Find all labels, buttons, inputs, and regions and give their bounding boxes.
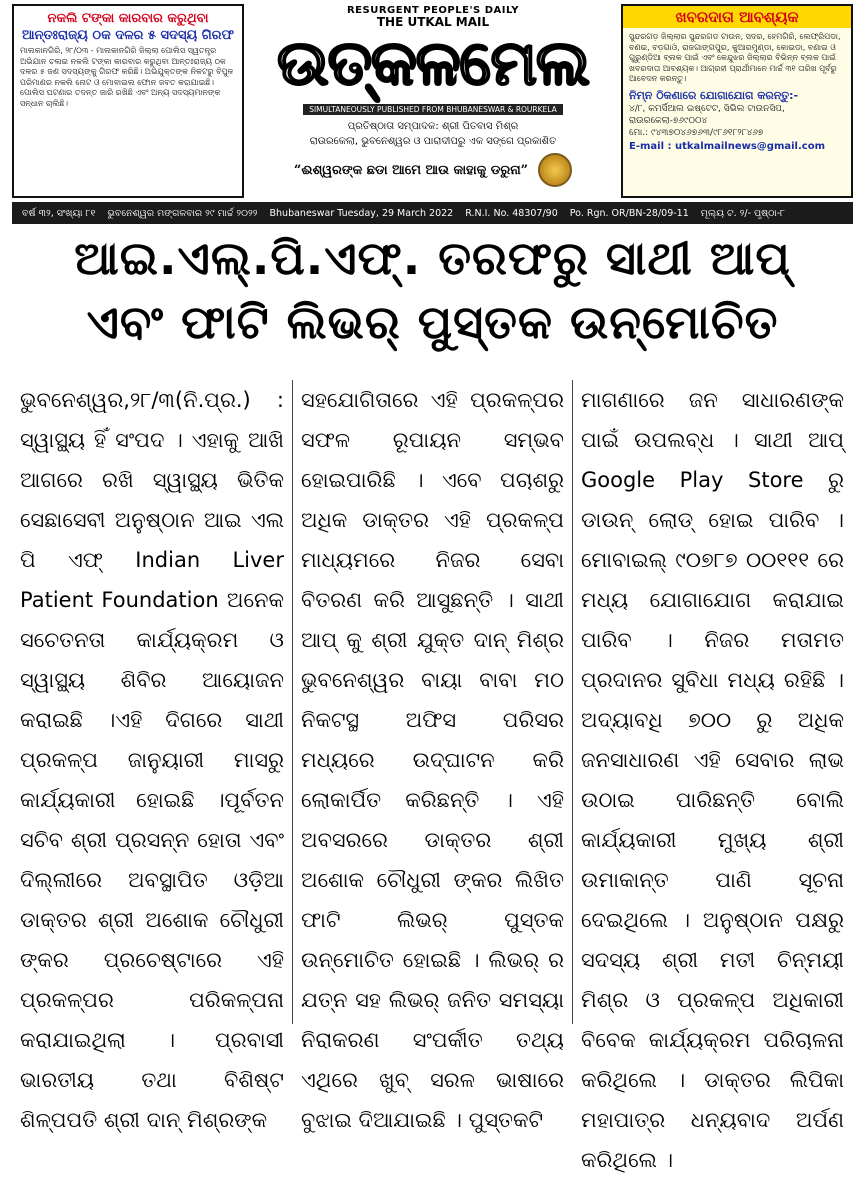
price-pages: ମୂଲ୍ୟ ଟ. ୨/- ପୃଷ୍ଠା-୮ <box>700 207 786 219</box>
headline-line2: ଏବଂ ଫାଟି ଲିଭର୍ ପୁସ୍ତକ ଉନ୍ମୋଚିତ <box>86 295 779 349</box>
article-column-2: ସହଯୋଗିତାରେ ଏହି ପ୍ରକଳ୍ପର ସଫଳ ରୂପାୟନ ସମ୍ଭବ ହୋଇପାରିଛି । ଏବେ ପଚାଶରୁ ଅଧିକ ଡାକ୍ତର ଏହି ପ୍ରକଳ୍ପ ମାଧ୍ୟମରେ ନିଜର ସେବା ବିତରଣ କରି ଆସୁଛନ୍ତି । ସାଥୀ ଆପ୍ କୁ ଶ୍ରୀ ଯୁକ୍ତ ଦାନ୍ ମିଶ୍ର ଭୁବନେଶ୍ୱର ବାୟା ବାବା ମଠ ନିକଟସ୍ଥ ଅଫିସ ପରିସର ମଧ୍ୟରେ ଉଦ୍‌ଘାଟନ କରି ଲୋକାର୍ପିତ କରିଛନ୍ତି । ଏହି ଅବସରରେ ଡାକ୍ତର ଶ୍ରୀ ଅଶୋକ ଚୌଧୁରୀ ଙ୍କର ଲିଖିତ ଫାଟି ଲିଭର୍ ପୁସ୍ତକ ଉନ୍ମୋଚିତ ହୋଇଛି । ଲିଭର୍ ର ଯତ୍ନ ସହ ଲିଭର୍ ଜନିତ ସମସ୍ୟା ନିରାକରଣ ସଂପର୍କୀତ ତଥ୍ୟ ଏଥିରେ ଖୁବ୍ ସରଳ ଭାଷାରେ ବୁଝାଇ ଦିଆଯାଇଛି । ପୁସ୍ତକଟି <box>292 380 572 1024</box>
address-line2: ରାଉରକେଲା-୭୬୯୦୦୪ <box>629 115 708 126</box>
editor-line: ପ୍ରତିଷ୍ଠାତା ସମ୍ପାଦକ: ଶ୍ରୀ ପିତବାସ ମିଶ୍ର <box>347 121 519 132</box>
tagline: RESURGENT PEOPLE'S DAILY <box>346 5 520 16</box>
motto: “ଈଶ୍ୱରଙ୍କ ଛଡା ଆମେ ଆଉ କାହାକୁ ଡରୁନା” <box>293 162 529 178</box>
article-body <box>12 380 853 1172</box>
email-line: E-mail : utkalmailnews@gmail.com <box>629 140 826 152</box>
masthead <box>12 0 853 200</box>
reporter-wanted-body: ସୁନ୍ଦରଗଡ଼ ଜିଲ୍ଲାର ସୁନ୍ଦରଗଡ ଟାଉନ, ସଦର, ହେମଗିରି, ଲେଫ୍ରିପଡା, ବଣଇ, ବଡ଼ଗାଓଁ, ରାଜଗାଙ୍ଗପୁର, କୁଆରମୁଣ୍ଡା, କୋଇଡା, ବଣାଇ ଓ ଗୁରୁଣ୍ଡିଆ ବ୍ଲକ ପାଇଁ ଏବଂ କେନ୍ଦୁଝର ଜିଲ୍ଲାର ବିଭିନ୍ନ ବ୍ଲକ ପାଇଁ ଖବରଦାତା ଆବଶ୍ୟକ। ଆଗ୍ରହୀ ପ୍ରାର୍ଥୀମାନେ ମାର୍ଚ୍ଚ ୩୧ ତାରିଖ ପୂର୍ବରୁ ଆବେଦନ କରନ୍ତୁ। <box>629 32 841 83</box>
headline-line1: ଆଇ.ଏଲ୍.ପି.ଏଫ୍. ତରଫରୁ ସାଥୀ ଆପ୍ <box>74 231 791 285</box>
address-line1: ୪/୮, କମର୍ସିଆଲ ଇଷ୍ଟେଟ, ସିଭିଲ ଟାଉନସିପ, <box>629 103 785 114</box>
english-date: Bhubaneswar Tuesday, 29 March 2022 <box>269 207 454 219</box>
article-column-3: ମାଗଣାରେ ଜନ ସାଧାରଣଙ୍କ ପାଇଁ ଉପଲବ୍ଧ । ସାଥୀ ଆପ୍ Google Play Store ରୁ ଡାଉନ୍ ଲୋଡ୍ ହୋଇ ପାରିବ । ମୋବାଇଲ୍ ୯୦୭୮୭ ୦୦୧୧୧ ରେ ମଧ୍ୟ ଯୋଗାଯୋଗ କରାଯାଇ ପାରିବ । ନିଜର ମତାମତ ପ୍ରଦାନର ସୁବିଧା ମଧ୍ୟ ରହିଛି । ଅଦ୍ୟାବଧି ୭୦୦ ରୁ ଅଧିକ ଜନସାଧାରଣ ଏହି ସେବାର ଲାଭ ଉଠାଇ ପାରିଛନ୍ତି ବୋଲି କାର୍ଯ୍ୟକାରୀ ମୁଖ୍ୟ ଶ୍ରୀ ଉମାକାନ୍ତ ପାଣି ସୂଚନା ଦେଇଥିଲେ । ଅନୁଷ୍ଠାନ ପକ୍ଷରୁ ସଦସ୍ୟ ଶ୍ରୀ ମତୀ ଚିନ୍ମୟୀ ମିଶ୍ର ଓ ପ୍ରକଳ୍ପ ଅଧିକାରୀ ବିବେକ କାର୍ଯ୍ୟକ୍ରମ ପରିଚାଳନା କରିଥିଲେ । ଡାକ୍ତର ଲିପିକା ମହାପାତ୍ର ଧନ୍ୟବାଦ ଅର୍ପଣ କରିଥିଲେ । <box>572 380 852 1024</box>
reporter-wanted-box <box>621 4 853 198</box>
news-brief-title-line1: ନକଲି ଟଙ୍କା କାରବାର କରୁଥିବା <box>47 11 209 26</box>
emblem-icon <box>538 153 572 187</box>
published-note: SIMULTANEOUSLY PUBLISHED FROM BHUBANESWAR & ROURKELA <box>303 104 563 115</box>
brand-english: THE UTKAL MAIL <box>376 15 490 29</box>
rni-number: R.N.I. No. 48307/90 <box>465 207 558 219</box>
dateline-bar <box>12 202 853 224</box>
phone-line: ମୋ.: ୯୪୩୭୦୪୬୭୬୩/୯୮୬୧୮୨୮୪୬୭ <box>629 127 764 138</box>
contact-heading: ନିମ୍ନ ଠିକଣାରେ ଯୋଗାଯୋଗ କରନ୍ତୁ:- <box>629 88 799 102</box>
volume-issue: ବର୍ଷ ୩୨, ସଂଖ୍ୟା ୮୧ <box>22 207 96 219</box>
motto-row <box>258 153 608 187</box>
article-headline <box>10 226 855 354</box>
odia-date: ଭୁବନେଶ୍ୱର ମଙ୍ଗଳବାର ୨୯ ମାର୍ଚ୍ଚ ୨୦୨୨ <box>107 207 258 219</box>
news-brief-body: ମାଲକାନଗିରି, ୨୮/୦୩ - ମାଲକାନଗିରି ଜିଲ୍ଲା ପୋଲିସ ସ୍ୱତନ୍ତ୍ର ଅଭିଯାନ ଚଳାଇ ନକଲି ଟଙ୍କା କାରବାର କରୁଥିବା ଆନ୍ତଃରାଜ୍ୟ ଠକ ଦଳର ୫ ଜଣ ସଦସ୍ୟଙ୍କୁ ଗିରଫ କରିଛି। ଅଭିଯୁକ୍ତଙ୍କ ନିକଟରୁ ବିପୁଳ ପରିମାଣର ନକଲି ନୋଟ ଓ ମୋବାଇଲ ଫୋନ ଜବତ କରାଯାଇଛି। ପୋଲିସ ଘଟଣାର ତଦନ୍ତ ଜାରି ରଖିଛି ଏବଂ ଅନ୍ୟ ସଦସ୍ୟମାନଙ୍କ ସନ୍ଧାନ ଚାଲିଛି। <box>20 46 234 108</box>
newspaper-logo: ଉତ୍କଳମେଲ <box>277 26 589 99</box>
cities-line: ରାଉରକେଲା, ଭୁବନେଶ୍ୱର ଓ ପାରାଦୀପରୁ ଏକ ସଙ୍ଗେ ପ୍ରକାଶିତ <box>309 136 557 147</box>
masthead-center <box>258 0 608 196</box>
reporter-wanted-banner: ଖବରଦାତା ଆବଶ୍ୟକ <box>623 6 851 28</box>
postal-registration: Po. Rgn. OR/BN-28/09-11 <box>569 207 689 219</box>
article-column-1: ଭୁବନେଶ୍ୱର,୨୮/୩(ନି.ପ୍ର.) : ସ୍ୱାସ୍ଥ୍ୟ ହିଁ ସଂପଦ । ଏହାକୁ ଆଖି ଆଗରେ ରଖି ସ୍ୱାସ୍ଥ୍ୟ ଭିତିକ ସେଛାସେବୀ ଅନୁଷ୍ଠାନ ଆଇ ଏଲ ପି ଏଫ୍ Indian Liver Patient Foundation ଅନେକ ସଚେତନତା କାର୍ଯ୍ୟକ୍ରମ ଓ ସ୍ୱାସ୍ଥ୍ୟ ଶିବିର ଆୟୋଜନ କରାଇଛି ।ଏହି ଦିଗରେ ସାଥୀ ପ୍ରକଳ୍ପ ଜାନୁୟାରୀ ମାସରୁ କାର୍ଯ୍ୟକାରୀ ହୋଇଛି ।ପୂର୍ବତନ ସଚିବ ଶ୍ରୀ ପ୍ରସନ୍ନ ହୋତା ଏବଂ ଦିଲ୍ଲୀରେ ଅବସ୍ଥାପିତ ଓଡ଼ିଆ ଡାକ୍ତର ଶ୍ରୀ ଅଶୋକ ଚୌଧୁରୀ ଙ୍କର ପ୍ରଚେଷ୍ଟାରେ ଏହି ପ୍ରକଳ୍ପର ପରିକଳ୍ପନା କରାଯାଇଥିଲା । ପ୍ରବାସୀ ଭାରତୀୟ ତଥା ବିଶିଷ୍ଟ ଶିଳ୍ପପତି ଶ୍ରୀ ଦାନ୍ ମିଶ୍ରଙ୍କ <box>20 388 284 1132</box>
news-brief-box <box>12 4 244 198</box>
news-brief-title-line2: ଆନ୍ତଃରାଜ୍ୟ ଠକ ଦଳର ୫ ସଦସ୍ୟ ଗିରଫ <box>21 28 235 43</box>
